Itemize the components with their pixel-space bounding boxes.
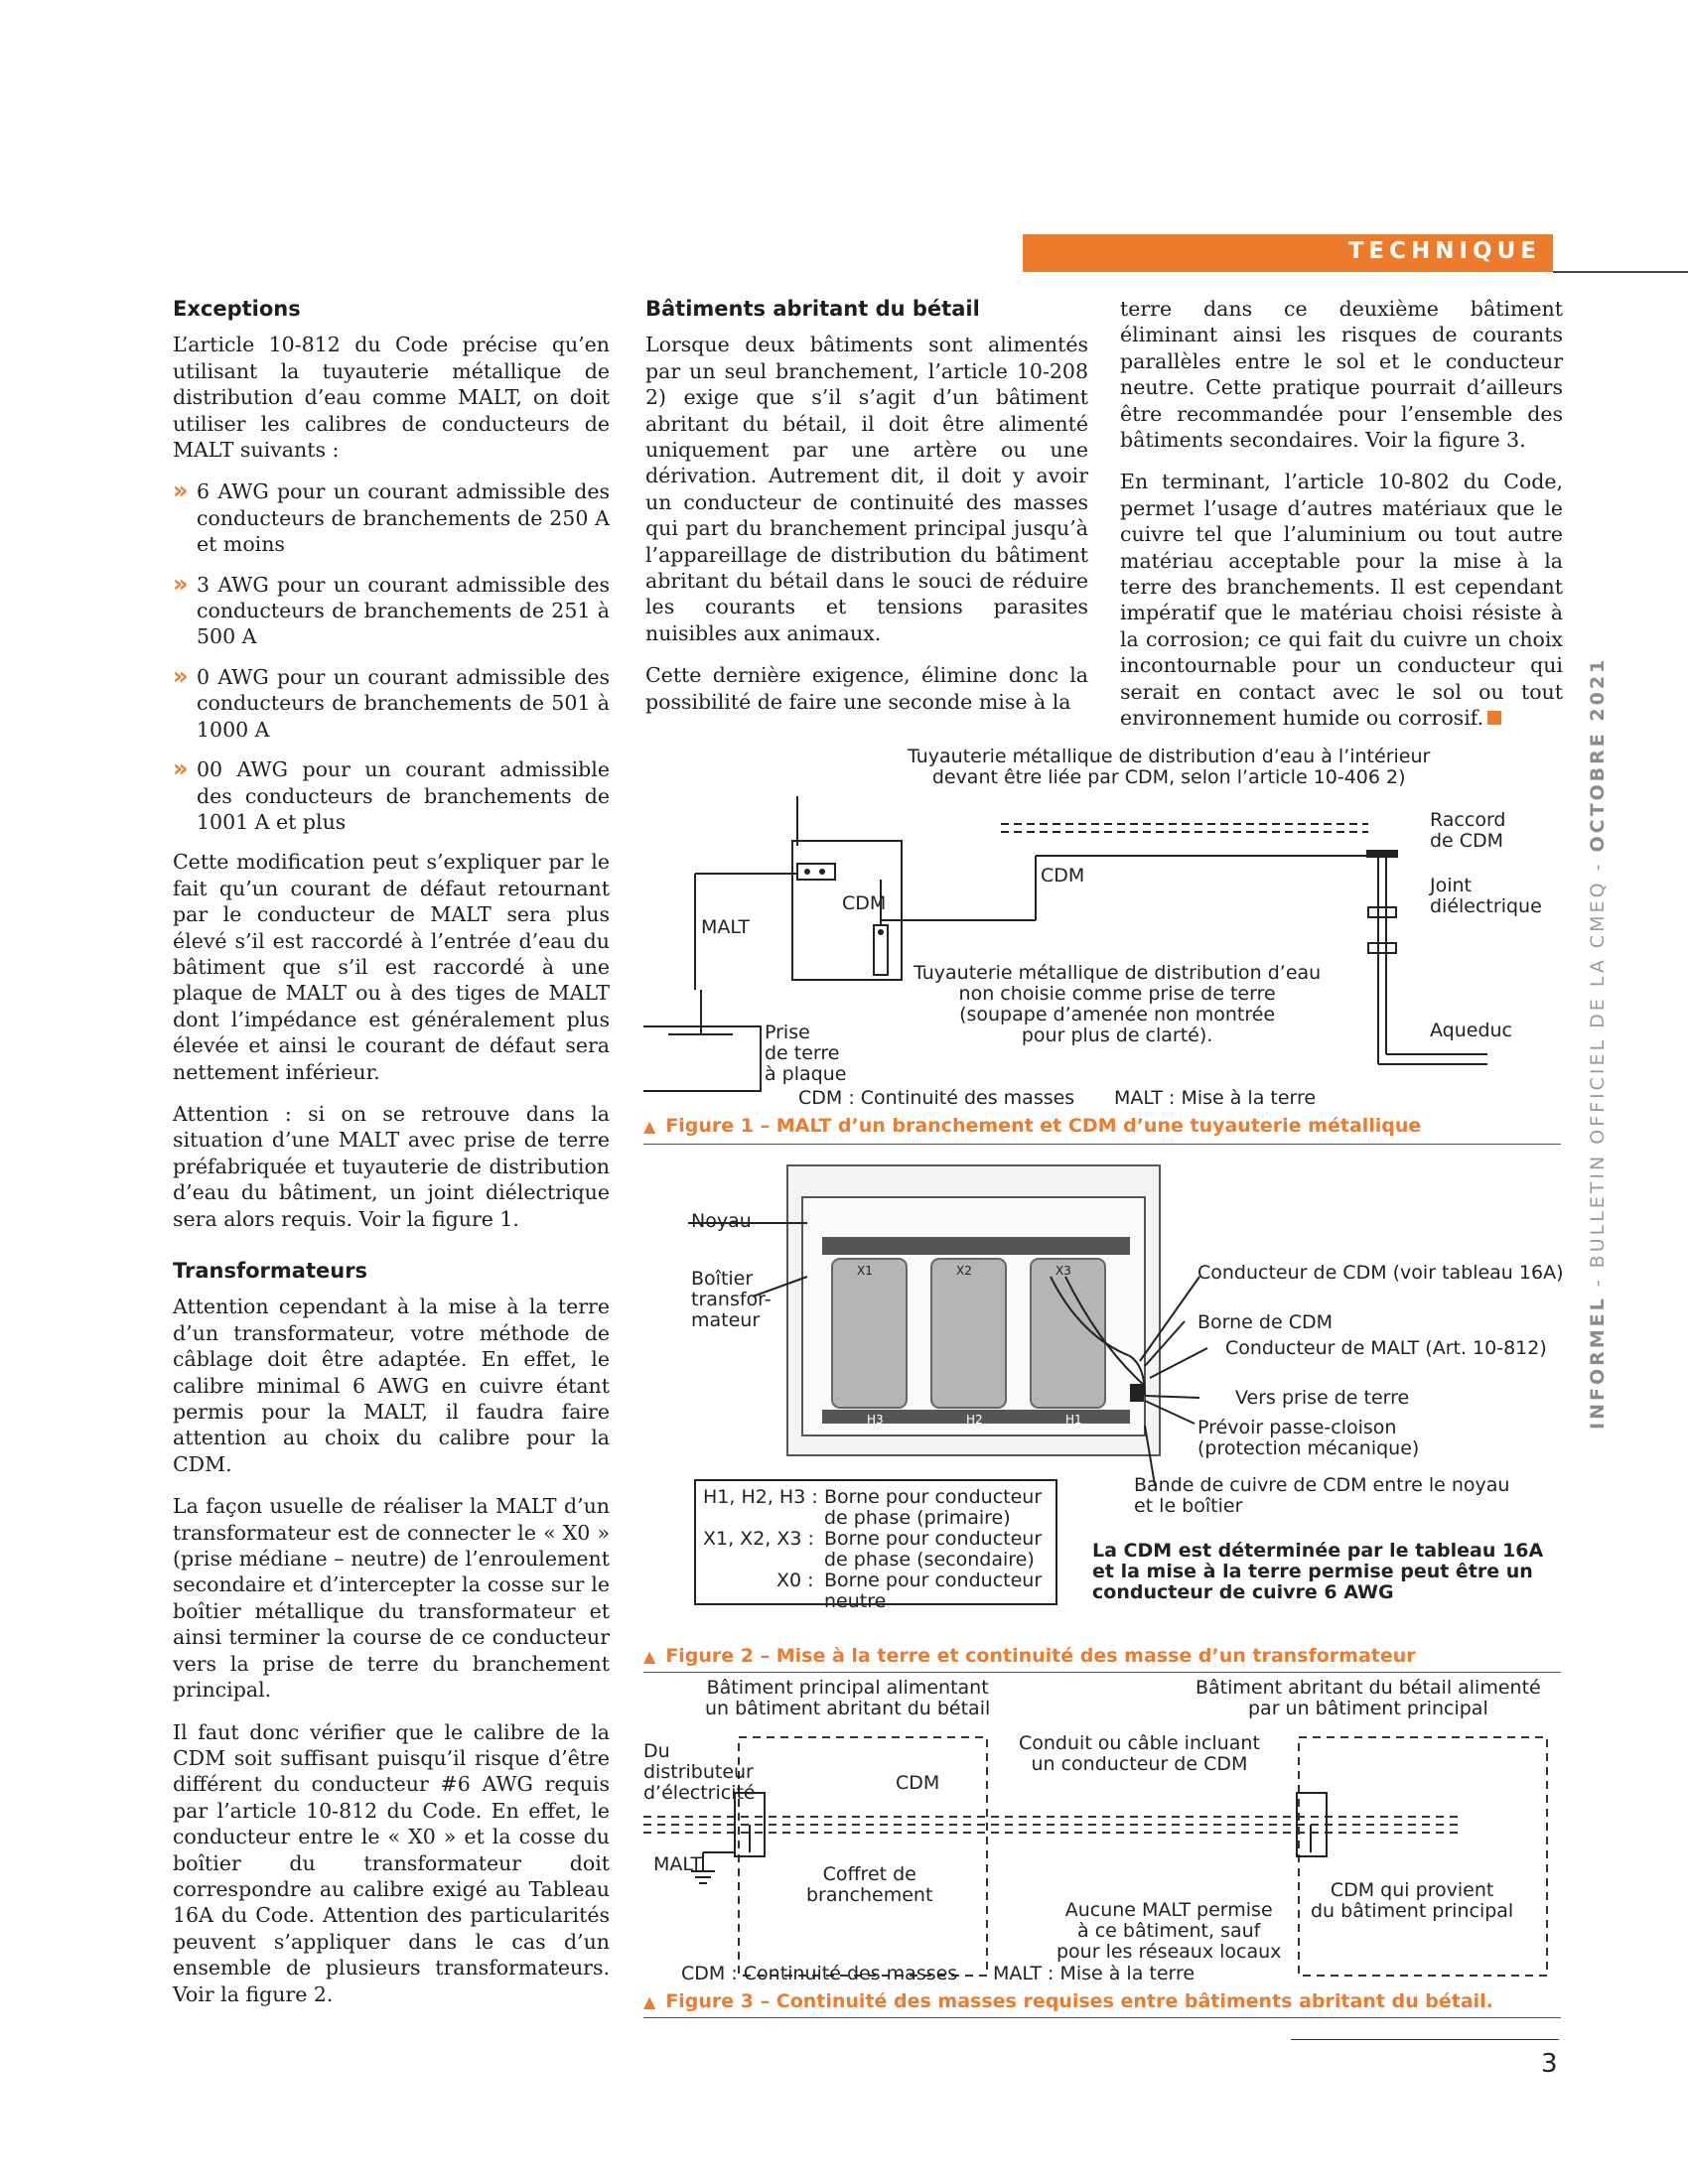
figure-1-caption: ▲ Figure 1 – MALT d’un branchement et CDM d’une tuyauterie métallique bbox=[643, 1115, 1422, 1137]
section-header-bar bbox=[1023, 234, 1553, 272]
figure-3 bbox=[643, 1678, 1561, 2025]
paragraph: Cette modification peut s’expliquer par le fait qu’un courant de défaut retournant par le conducteur de MALT sera plus élevé s’il est raccordé à l’entrée d’eau du bâtiment que s’il est raccordé à une plaque de MALT ou à des tiges de MALT dont l’impédance est généralement plus élevée et ainsi le courant de défaut sera nettement inférieur. bbox=[173, 850, 610, 1084]
paragraph: Lorsque deux bâtiments sont alimentés par un seul branchement, l’article 10-208 2) exige que s’il s’agit d’un bâtiment abritant du bétail, il doit être alimenté uniquement par une artère ou une dérivation. Autrement dit, il doit y avoir un conducteur de continuité des masses qui part du branchement principal jusqu’à l’appareillage de distribution du bâtiment abritant du bétail dans le souci de réduire les courants et tensions parasites nuisibles aux animaux. bbox=[645, 333, 1088, 645]
figure-2 bbox=[643, 1158, 1564, 1674]
sidebar-brand: INFORMEL bbox=[1587, 1296, 1609, 1430]
fig2-note: La CDM est déterminée par le tableau 16A et la mise à la terre permise peut être un conducteur de cuivre 6 AWG bbox=[1092, 1540, 1544, 1603]
list-item: » 0 AWG pour un courant admissible des conducteurs de branchements de 501 à 1000 A bbox=[173, 661, 610, 742]
core-top bbox=[822, 1237, 1130, 1255]
fig2-h2: H2 bbox=[966, 1413, 983, 1427]
fig2-vers-prise: Vers prise de terre bbox=[1235, 1387, 1410, 1409]
fig2-bande: Bande de cuivre de CDM entre le noyau et le boîtier bbox=[1134, 1474, 1510, 1517]
caption-rule bbox=[643, 1672, 1561, 1673]
fig1-raccord: Raccord de CDM bbox=[1430, 809, 1506, 852]
chevron-bullet-icon: » bbox=[173, 569, 189, 598]
fig2-h3: H3 bbox=[867, 1413, 884, 1427]
fig1-cdm-box: CDM bbox=[842, 892, 887, 914]
column-1 bbox=[173, 296, 610, 2023]
chevron-bullet-icon: » bbox=[173, 477, 189, 505]
page-number: 3 bbox=[1541, 2049, 1558, 2079]
heading-transformateurs: Transformateurs bbox=[173, 1259, 368, 1283]
fig2-borne-cdm: Borne de CDM bbox=[1197, 1311, 1333, 1333]
header-rule bbox=[1553, 271, 1688, 273]
fig2-h1: H1 bbox=[1065, 1413, 1082, 1427]
caret-up-icon: ▲ bbox=[643, 1647, 656, 1666]
fig3-bat-principal: Bâtiment principal alimentant un bâtiment abritant du bétail bbox=[705, 1677, 991, 1719]
fig3-cdm-provient: CDM qui provient du bâtiment principal bbox=[1311, 1879, 1514, 1922]
list-item: » 6 AWG pour un courant admissible des conducteurs de branchements de 250 A et moins bbox=[173, 477, 610, 557]
fig2-legend-h-key: H1, H2, H3 : bbox=[703, 1486, 818, 1508]
fig1-non-choisie: Tuyauterie métallique de distribution d’eau non choisie comme prise de terre (soupape d’amenée non montrée pour plus de clarté). bbox=[914, 962, 1322, 1046]
figure-3-caption: ▲ Figure 3 – Continuité des masses requises entre bâtiments abritant du bétail. bbox=[643, 1990, 1493, 2012]
fig3-legend-cdm: CDM : Continuité des masses bbox=[681, 1963, 958, 1984]
fig2-legend-h-val: Borne pour conducteur de phase (primaire) bbox=[824, 1486, 1043, 1529]
fig2-prevoir: Prévoir passe-cloison (protection mécanique) bbox=[1197, 1417, 1420, 1459]
column-2 bbox=[645, 296, 1088, 731]
paragraph: Il faut donc vérifier que le calibre de la CDM soit suffisant puisqu’il risque d’être différent du conducteur #6 AWG requis par l’article 10-812 du Code. En effet, le conducteur entre le « X0 » et la cosse du boîtier du transformateur doit correspondre au calibre exigé au Tableau 16A du Code. Attention des particularités peuvent s’appliquer dans le cas d’un ensemble de plusieurs transformateurs. Voir la figure 2. bbox=[173, 1719, 610, 2006]
fig3-distributeur: Du distributeur d’électricité bbox=[643, 1740, 756, 1804]
raccord-marker bbox=[1366, 850, 1398, 858]
chevron-bullet-icon: » bbox=[173, 661, 189, 690]
fig2-x1: X1 bbox=[857, 1264, 873, 1278]
fig2-x2: X2 bbox=[956, 1264, 972, 1278]
caret-up-icon: ▲ bbox=[643, 1117, 656, 1136]
fig2-cond-malt: Conducteur de MALT (Art. 10-812) bbox=[1225, 1337, 1547, 1359]
paragraph: Cette dernière exigence, élimine donc la possibilité de faire une seconde mise à la bbox=[645, 663, 1088, 714]
heading-batiments: Bâtiments abritant du bétail bbox=[645, 297, 980, 321]
fig3-conduit: Conduit ou câble incluant un conducteur de CDM bbox=[1019, 1732, 1260, 1775]
fig1-cdm-top: CDM bbox=[1041, 865, 1085, 887]
fig2-boitier: Boîtier transfor- mateur bbox=[691, 1268, 772, 1331]
fig1-prise: Prise de terre à plaque bbox=[765, 1022, 847, 1085]
fig2-legend-x-val: Borne pour conducteur de phase (secondaire) bbox=[824, 1528, 1043, 1570]
fig3-aucune: Aucune MALT permise à ce bâtiment, sauf pour les réseaux locaux bbox=[1056, 1899, 1282, 1963]
list-item: » 00 AWG pour un courant admissible des conducteurs de branchements de 1001 A et plus bbox=[173, 754, 610, 834]
sidebar-publication: BULLETIN OFFICIEL DE LA CMEQ bbox=[1587, 880, 1609, 1269]
awg-bullet-list bbox=[173, 478, 610, 835]
figure-1-diagram bbox=[643, 747, 1561, 1154]
fig1-joint: Joint diélectrique bbox=[1430, 875, 1542, 917]
fig1-aqueduc: Aqueduc bbox=[1430, 1020, 1513, 1041]
caption-rule bbox=[643, 1144, 1561, 1145]
fig2-noyau: Noyau bbox=[691, 1210, 752, 1232]
list-item: » 3 AWG pour un courant admissible des conducteurs de branchements de 251 à 500 A bbox=[173, 569, 610, 649]
fig2-legend-x0-val: Borne pour conducteur neutre bbox=[824, 1570, 1043, 1612]
paragraph: Attention : si on se retrouve dans la situation d’une MALT avec prise de terre préfabriquée et tuyauterie de distribution d’eau du bâtiment, un joint diélectrique sera alors requis. Voir la figure 1. bbox=[173, 1101, 610, 1231]
paragraph: Attention cependant à la mise à la terre d’un transformateur, votre méthode de câblage doit être adaptée. En effet, le calibre minimal 6 AWG en cuivre étant permis pour la MALT, il faudra faire attention au choix du calibre pour la CDM. bbox=[173, 1295, 610, 1476]
fig1-legend-cdm: CDM : Continuité des masses bbox=[798, 1087, 1075, 1109]
section-title: TECHNIQUE bbox=[1347, 238, 1541, 264]
chevron-bullet-icon: » bbox=[173, 754, 189, 783]
fig1-legend-malt: MALT : Mise à la terre bbox=[1114, 1087, 1317, 1109]
caption-rule bbox=[643, 2017, 1561, 2018]
fig3-cdm: CDM bbox=[896, 1772, 940, 1794]
sidebar-issue: OCTOBRE 2021 bbox=[1587, 656, 1609, 853]
fig1-malt: MALT bbox=[701, 916, 750, 938]
fig2-legend-x-key: X1, X2, X3 : bbox=[703, 1528, 814, 1550]
fig1-title: Tuyauterie métallique de distribution d’eau à l’intérieur devant être liée par CDM, selon l’article 10-406 2) bbox=[908, 746, 1431, 788]
publication-sidebar: INFORMEL - BULLETIN OFFICIEL DE LA CMEQ - OCTOBRE 2021 bbox=[1587, 656, 1609, 1430]
heading-exceptions: Exceptions bbox=[173, 297, 301, 321]
paragraph: En terminant, l’article 10-802 du Code, permet l’usage d’autres matériaux que le cuivre tel que l’aluminium ou tout autre matériau acceptable pour la mise à la terre des branchements. Il est cependant impératif que le matériau choisi résiste à la corrosion; ce qui fait du cuivre un choix incontournable pour un conducteur qui serait en contact avec le sol ou tout environnement humide ou corrosif. bbox=[1120, 470, 1563, 731]
paragraph: L’article 10-812 du Code précise qu’en utilisant la tuyauterie métallique de distribution d’eau comme MALT, on doit utiliser les calibres de conducteurs de MALT suivants : bbox=[173, 333, 610, 463]
fig2-legend-x0-key: X0 : bbox=[776, 1570, 814, 1591]
fig3-coffret: Coffret de branchement bbox=[806, 1863, 933, 1906]
figure-2-caption: ▲ Figure 2 – Mise à la terre et continuité des masse d’un transformateur bbox=[643, 1645, 1416, 1667]
fig3-malt: MALT bbox=[653, 1853, 702, 1875]
fig2-cond-cdm: Conducteur de CDM (voir tableau 16A) bbox=[1197, 1262, 1564, 1284]
paragraph: terre dans ce deuxième bâtiment éliminant ainsi les risques de courants parallèles entre le sol et le conducteur neutre. Cette pratique pourrait d’ailleurs être recommandée pour l’ensemble des bâtiments secondaires. Voir la figure 3. bbox=[1120, 297, 1563, 453]
page-number-rule bbox=[1291, 2039, 1559, 2040]
fig3-legend-malt: MALT : Mise à la terre bbox=[993, 1963, 1196, 1984]
figure-1 bbox=[643, 747, 1561, 1154]
fig2-x3: X3 bbox=[1055, 1264, 1071, 1278]
end-of-article-mark bbox=[1487, 711, 1501, 725]
fig3-bat-betail: Bâtiment abritant du bétail alimenté par un bâtiment principal bbox=[1196, 1677, 1541, 1719]
column-3 bbox=[1120, 296, 1563, 748]
caret-up-icon: ▲ bbox=[643, 1992, 656, 2011]
paragraph: La façon usuelle de réaliser la MALT d’un transformateur est de connecter le « X0 » (prise médiane – neutre) de l’enroulement secondaire et d’intercepter la cosse sur le boîtier métallique du transformateur et ainsi terminer la course de ce conducteur vers la prise de terre du branchement principal. bbox=[173, 1494, 610, 1703]
